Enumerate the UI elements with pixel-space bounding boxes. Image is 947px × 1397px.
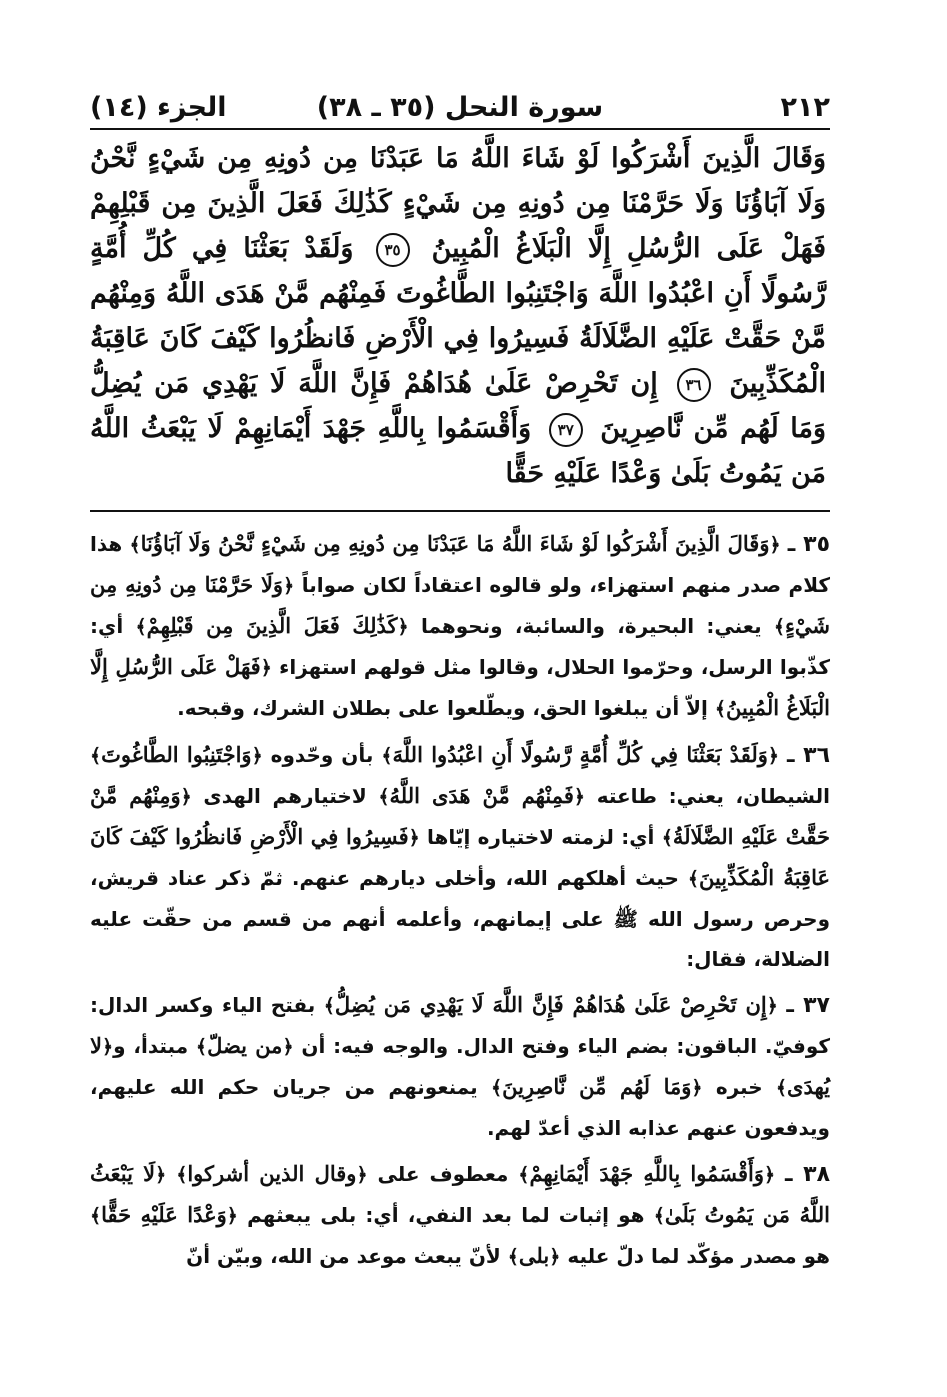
quote-bracket: ﴾ (195, 1036, 208, 1058)
quoted-verse: وَقَالَ الَّذِينَ أَشْرَكُوا لَوْ شَاءَ اللَّهُ مَا عَبَدْنَا مِن دُونِهِ مِن شَيْءٍ نَّحْنُ وَلَا آبَاؤُنَا (140, 531, 770, 556)
commentary-text: هو مصدر مؤكّد لما دلّ عليه (567, 1244, 830, 1268)
quoted-verse: فَمِنْهُم مَّنْ هَدَى اللَّهُ (389, 783, 574, 808)
quote-bracket: ﴿ (397, 616, 409, 638)
quote-bracket: ﴾ (661, 827, 673, 849)
quote-bracket: ﴿ (260, 657, 272, 679)
quoted-verse: وَمِنْهُم مَّنْ حَقَّتْ عَلَيْهِ الضَّلَالَةُ (90, 783, 831, 849)
quote-bracket: ﴿ (180, 786, 192, 808)
quote-bracket: ﴿ (155, 1164, 167, 1186)
quote-bracket: ﴾ (714, 698, 727, 720)
commentary-text: هو إثبات لما بعد النفي، أي: بلى يبعثهم (247, 1203, 645, 1227)
quote-bracket: ﴾ (507, 1246, 519, 1268)
verse-number: ٣٨ ـ (785, 1162, 831, 1187)
verse-number: ٣٦ ـ (786, 743, 831, 768)
ayah-number-marker: ٣٧ (549, 413, 583, 447)
quote-bracket: ﴾ (90, 745, 102, 767)
page-number: ٢١٢ (780, 92, 830, 123)
quote-bracket: ﴿ (549, 1246, 561, 1268)
quote-bracket: ﴿ (691, 1077, 703, 1099)
quote-bracket: ﴾ (490, 1077, 503, 1099)
commentary-text: خبره (715, 1075, 763, 1099)
tafsir-verse-35 (90, 524, 830, 729)
quote-bracket: ﴾ (323, 995, 335, 1017)
tafsir-verse-36 (90, 735, 830, 979)
quote-bracket: ﴿ (283, 575, 295, 597)
header-divider (90, 128, 830, 130)
quote-bracket: ﴿ (101, 1036, 114, 1058)
quote-bracket: ﴿ (251, 745, 263, 767)
surah-title: سورة النحل (٣٥ ـ ٣٨) (316, 92, 604, 123)
commentary-text: بفتح الياء وكسر الدال: كوفيّ. الباقون: بضم الياء وفتح الدال. والوجه فيه: أن (90, 993, 830, 1058)
commentary-text: الشيطان، يعني: طاعته (596, 784, 831, 808)
quran-verse-35: وَقَالَ الَّذِينَ أَشْرَكُوا لَوْ شَاءَ اللَّهُ مَا عَبَدْنَا مِن دُونِهِ مِن شَيْءٍ نَّحْنُ وَلَا آبَاؤُنَا وَلَا حَرَّمْنَا مِن دُونِهِ مِن شَيْءٍ كَذَٰلِكَ فَعَلَ الَّذِينَ مِن قَبْلِهِمْ فَهَلْ عَلَى الرُّسُلِ إِلَّا الْبَلَاغُ الْمُبِينُ (90, 143, 826, 264)
commentary-text: معطوف على (377, 1162, 509, 1186)
quoted-verse: إِن تَحْرِصْ عَلَىٰ هُدَاهُمْ فَإِنَّ اللَّهَ لَا يَهْدِي مَن يُضِلُّ (334, 992, 767, 1017)
verse-number: ٣٥ ـ (787, 532, 831, 557)
quoted-verse: وَأَقْسَمُوا بِاللَّهِ جَهْدَ أَيْمَانِهِمْ (529, 1161, 764, 1186)
quote-bracket: ﴾ (381, 745, 393, 767)
quote-bracket: ﴾ (129, 534, 141, 556)
commentary-text: هذا كلام صدر منهم استهزاء، ولو قالوه اعتقاداً لكان صواباً (90, 532, 831, 597)
quoted-verse: وقال الذين أشركوا (187, 1161, 357, 1186)
quoted-verse: لا يُهدَى (90, 1033, 831, 1099)
verse-number: ٣٧ ـ (786, 993, 830, 1018)
quote-bracket: ﴾ (90, 1205, 102, 1227)
quote-bracket: ﴿ (769, 534, 781, 556)
commentary-text: إلاّ أن يبلغوا الحق، ويطّلعوا على بطلان الشرك، وقبحه. (177, 696, 708, 720)
quoted-verse: وَلَقَدْ بَعَثْنَا فِي كُلِّ أُمَّةٍ رَّسُولًا أَنِ اعْبُدُوا اللَّهَ (392, 742, 768, 767)
quran-verse-36: وَلَقَدْ بَعَثْنَا فِي كُلِّ أُمَّةٍ رَّسُولًا أَنِ اعْبُدُوا اللَّهَ وَاجْتَنِبُوا الطَّاغُوتَ فَمِنْهُم مَّنْ هَدَى اللَّهُ وَمِنْهُم مَّنْ حَقَّتْ عَلَيْهِ الضَّلَالَةُ فَسِيرُوا فِي الْأَرْضِ فَانظُرُوا كَيْفَ كَانَ عَاقِبَةُ الْمُكَذِّبِينَ (90, 233, 826, 399)
quote-bracket: ﴿ (356, 1164, 368, 1186)
book-page (90, 78, 830, 1368)
quote-bracket: ﴾ (773, 616, 786, 638)
commentary-text: يعني: البحيرة، والسائبة، ونحوهما (420, 614, 762, 638)
commentary-text: لاختيارهم الهدى (203, 784, 367, 808)
quote-bracket: ﴾ (518, 1164, 530, 1186)
quote-bracket: ﴿ (408, 827, 420, 849)
commentary-text: يمنعونهم من جريان حكم الله عليهم، ويدفعون عنهم عذابه الذي أعدّ لهم. (90, 1075, 830, 1140)
quote-bracket: ﴾ (687, 868, 699, 890)
quote-bracket: ﴿ (767, 745, 780, 767)
quoted-verse: فَسِيرُوا فِي الْأَرْضِ فَانظُرُوا كَيْفَ كَانَ عَاقِبَةُ الْمُكَذِّبِينَ (90, 824, 830, 890)
quoted-verse: وَاجْتَنِبُوا الطَّاغُوتَ (101, 742, 252, 767)
commentary-text: أي: كذّبوا الرسل، وحرّموا الحلال، وقالوا مثل قولهم استهزاء (90, 614, 831, 679)
quote-bracket: ﴿ (226, 1205, 238, 1227)
quote-bracket: ﴾ (135, 616, 147, 638)
quran-tafsir-divider (90, 510, 830, 512)
quoted-verse: لَا يَبْعَثُ اللَّهُ مَن يَمُوتُ بَلَىٰ (90, 1161, 831, 1227)
page-header (90, 78, 830, 126)
commentary-text: حيث أهلكهم الله، وأخلى ديارهم عنهم. (291, 866, 679, 890)
quote-bracket: ﴾ (653, 1205, 665, 1227)
quoted-verse: من يضلّ (207, 1033, 283, 1058)
commentary-text: بأن وحّدوه (270, 743, 374, 767)
ayah-number-marker: ٣٥ (376, 233, 410, 267)
quote-bracket: ﴿ (282, 1036, 294, 1058)
quote-bracket: ﴾ (775, 1077, 788, 1099)
quote-bracket: ﴾ (176, 1164, 188, 1186)
commentary-text: مبتدأ، و (113, 1034, 189, 1058)
quote-bracket: ﴿ (573, 786, 586, 808)
commentary-text: أي: لزمته لاختياره إيّاها (427, 825, 655, 849)
commentary-text: ثمّ ذكر عناد قريش، وحرص رسول الله ﷺ على إيمانهم، وأعلمه أنهم من قسم من حقّت عليه الضلالة، فقال: (90, 866, 830, 971)
tafsir-verse-38 (90, 1154, 830, 1277)
quote-bracket: ﴿ (766, 995, 778, 1017)
tafsir-verse-37 (90, 985, 830, 1148)
quoted-verse: كَذَٰلِكَ فَعَلَ الَّذِينَ مِن قَبْلِهِمْ (146, 613, 398, 638)
quote-bracket: ﴿ (764, 1164, 776, 1186)
commentary-text: لأنّ يبعث موعد من الله، وبيّن أنّ (186, 1244, 501, 1268)
juz-label: الجزء (١٤) (90, 92, 227, 123)
quote-bracket: ﴾ (378, 786, 390, 808)
ayah-number-marker: ٣٦ (677, 368, 711, 402)
quoted-verse: فَهَلْ عَلَى الرُّسُلِ إِلَّا الْبَلَاغُ الْمُبِينُ (90, 654, 830, 720)
quoted-verse: وَعْدًا عَلَيْهِ حَقًّا (101, 1202, 227, 1227)
quran-verse-37: إِن تَحْرِصْ عَلَىٰ هُدَاهُمْ فَإِنَّ اللَّهَ لَا يَهْدِي مَن يُضِلُّ وَمَا لَهُم مِّن نَّاصِرِينَ (90, 368, 826, 444)
quran-verse-38: وَأَقْسَمُوا بِاللَّهِ جَهْدَ أَيْمَانِهِمْ لَا يَبْعَثُ اللَّهُ مَن يَمُوتُ بَلَىٰ وَعْدًا عَلَيْهِ حَقًّا (90, 413, 826, 489)
quoted-verse: وَلَا حَرَّمْنَا مِن دُونِهِ مِن شَيْءٍ (90, 572, 830, 638)
quoted-verse: بلى (518, 1243, 550, 1268)
quoted-verse: وَمَا لَهُم مِّن نَّاصِرِينَ (502, 1074, 692, 1099)
quran-text (90, 136, 830, 496)
